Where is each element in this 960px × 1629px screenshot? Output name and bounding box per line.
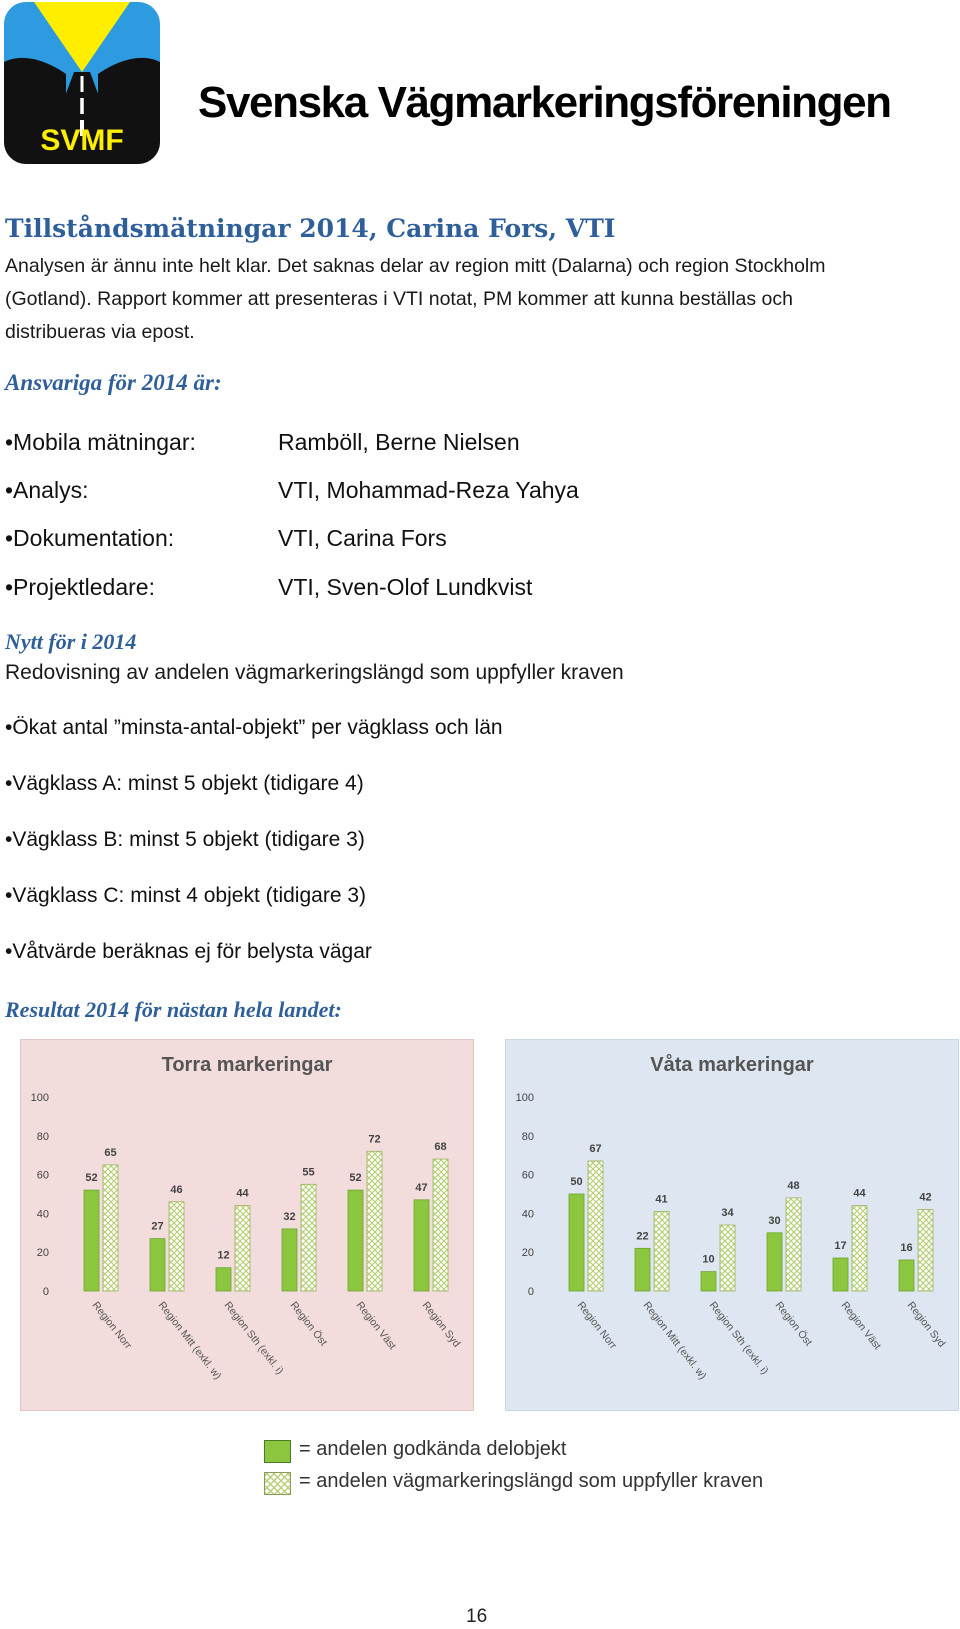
svmf-logo <box>4 2 160 164</box>
category-label: Region Sth (exkl. i) <box>221 1299 286 1377</box>
chart-legend <box>264 1438 804 1498</box>
news-bullet: •Vägklass B: minst 5 objekt (tidigare 3) <box>5 828 365 851</box>
data-label: 10 <box>702 1253 715 1266</box>
data-label: 17 <box>834 1240 847 1253</box>
news-bullet: •Vägklass A: minst 5 objekt (tidigare 4) <box>5 772 364 795</box>
chart-dry-markings <box>20 1039 474 1411</box>
data-label: 52 <box>85 1172 98 1185</box>
chart-wet-markings <box>505 1039 959 1411</box>
responsible-person: Ramböll, Berne Nielsen <box>278 429 520 455</box>
bar-approved-subobjects <box>767 1233 782 1291</box>
data-label: 67 <box>589 1143 602 1156</box>
data-label: 46 <box>170 1183 183 1196</box>
bar-approved-subobjects <box>216 1268 231 1291</box>
legend-item <box>264 1438 804 1466</box>
organization-name: Svenska Vägmarkeringsföreningen <box>198 78 891 127</box>
category-label: Region Syd <box>419 1299 463 1350</box>
news-bullet: •Ökat antal ”minsta-antal-objekt” per vägklass och län <box>5 716 503 739</box>
body-line: distribueras via epost. <box>5 321 195 343</box>
data-label: 68 <box>434 1141 447 1154</box>
y-tick-label: 20 <box>521 1247 534 1260</box>
chart-title: Våta markeringar <box>650 1054 814 1076</box>
section-title-condition-measurements: Tillståndsmätningar 2014, Carina Fors, VTI <box>5 214 616 243</box>
category-label: Region Norr <box>574 1299 619 1352</box>
legend-label: = andelen godkända delobjekt <box>299 1438 567 1460</box>
results-title: Resultat 2014 för nästan hela landet: <box>5 997 342 1022</box>
responsible-role: •Analys: <box>5 477 89 503</box>
y-tick-label: 0 <box>42 1286 49 1298</box>
bar-approved-length <box>588 1161 603 1291</box>
y-tick-label: 40 <box>521 1208 534 1221</box>
legend-swatch-solid <box>264 1440 291 1463</box>
category-label: Region Väst <box>838 1299 884 1352</box>
bar-approved-subobjects <box>282 1229 297 1291</box>
news-intro: Redovisning av andelen vägmarkeringslängd som uppfyller kraven <box>5 661 624 684</box>
y-tick-label: 60 <box>36 1169 49 1182</box>
data-label: 48 <box>787 1179 800 1192</box>
data-label: 41 <box>655 1193 668 1206</box>
bar-approved-subobjects <box>635 1248 650 1291</box>
page-number: 16 <box>466 1606 488 1627</box>
y-tick-label: 80 <box>36 1130 49 1143</box>
bar-approved-subobjects <box>833 1258 848 1291</box>
chart-dry-svg <box>21 1040 473 1410</box>
category-label: Region Norr <box>89 1299 134 1352</box>
news-title: Nytt för i 2014 <box>5 629 137 654</box>
data-label: 27 <box>151 1220 164 1233</box>
y-tick-label: 80 <box>521 1130 534 1143</box>
category-label: Region Öst <box>287 1299 330 1349</box>
bar-approved-length <box>301 1184 316 1291</box>
bar-approved-length <box>786 1198 801 1291</box>
data-label: 52 <box>349 1172 362 1185</box>
data-label: 72 <box>368 1133 381 1146</box>
responsible-person: VTI, Carina Fors <box>278 525 447 551</box>
bar-approved-subobjects <box>150 1239 165 1291</box>
data-label: 44 <box>853 1187 866 1200</box>
category-label: Region Sth (exkl. i) <box>706 1299 771 1377</box>
bar-approved-subobjects <box>701 1272 716 1291</box>
responsible-role: •Dokumentation: <box>5 525 175 551</box>
bar-approved-subobjects <box>414 1200 429 1291</box>
data-label: 12 <box>217 1249 230 1262</box>
chart-wet-svg <box>506 1040 958 1410</box>
chart-title: Torra markeringar <box>161 1054 333 1076</box>
y-tick-label: 60 <box>521 1169 534 1182</box>
responsible-person: VTI, Mohammad-Reza Yahya <box>278 477 579 503</box>
section-body <box>5 250 905 349</box>
bar-approved-length <box>720 1225 735 1291</box>
category-label: Region Mitt (exkl. w) <box>640 1299 709 1382</box>
data-label: 32 <box>283 1210 296 1223</box>
responsibles-title: Ansvariga för 2014 är: <box>5 370 222 395</box>
data-label: 50 <box>570 1176 583 1188</box>
category-label: Region Syd <box>904 1299 948 1350</box>
bar-approved-length <box>367 1151 382 1291</box>
logo-text: SVMF <box>40 124 124 157</box>
y-tick-label: 0 <box>527 1286 534 1298</box>
news-bullet: •Vägklass C: minst 4 objekt (tidigare 3) <box>5 884 366 907</box>
data-label: 22 <box>636 1230 649 1243</box>
bar-approved-subobjects <box>348 1190 363 1291</box>
data-label: 44 <box>236 1187 249 1200</box>
responsible-row <box>5 525 905 555</box>
bar-approved-subobjects <box>899 1260 914 1291</box>
category-label: Region Öst <box>772 1299 815 1349</box>
body-line: (Gotland). Rapport kommer att presenteras i VTI notat, PM kommer att kunna beställas och <box>5 288 793 310</box>
news-bullet: •Våtvärde beräknas ej för belysta vägar <box>5 940 372 963</box>
data-label: 30 <box>768 1214 781 1227</box>
bar-approved-length <box>918 1210 933 1291</box>
responsible-row <box>5 429 905 459</box>
responsible-row <box>5 477 905 507</box>
bar-approved-subobjects <box>569 1194 584 1291</box>
y-tick-label: 100 <box>30 1092 49 1104</box>
legend-item <box>264 1470 804 1498</box>
bar-approved-length <box>852 1206 867 1291</box>
bar-approved-length <box>169 1202 184 1291</box>
category-label: Region Mitt (exkl. w) <box>155 1299 224 1382</box>
bar-approved-length <box>235 1206 250 1291</box>
responsible-role: •Mobila mätningar: <box>5 429 196 455</box>
bar-approved-length <box>103 1165 118 1291</box>
body-line: Analysen är ännu inte helt klar. Det saknas delar av region mitt (Dalarna) och region Stockholm <box>5 255 826 277</box>
y-tick-label: 100 <box>515 1092 534 1104</box>
legend-swatch-hatched <box>264 1472 291 1495</box>
responsible-role: •Projektledare: <box>5 574 155 600</box>
data-label: 34 <box>721 1207 734 1220</box>
category-label: Region Väst <box>353 1299 399 1352</box>
bar-approved-length <box>654 1211 669 1291</box>
bar-approved-length <box>433 1159 448 1291</box>
data-label: 16 <box>900 1241 913 1254</box>
responsible-row <box>5 574 905 604</box>
data-label: 42 <box>919 1191 932 1204</box>
legend-label: = andelen vägmarkeringslängd som uppfyller kraven <box>299 1470 764 1492</box>
data-label: 65 <box>104 1146 117 1159</box>
data-label: 47 <box>415 1181 428 1194</box>
responsible-person: VTI, Sven-Olof Lundkvist <box>278 574 533 600</box>
bar-approved-subobjects <box>84 1190 99 1291</box>
y-tick-label: 40 <box>36 1208 49 1221</box>
data-label: 55 <box>302 1166 315 1179</box>
y-tick-label: 20 <box>36 1247 49 1260</box>
